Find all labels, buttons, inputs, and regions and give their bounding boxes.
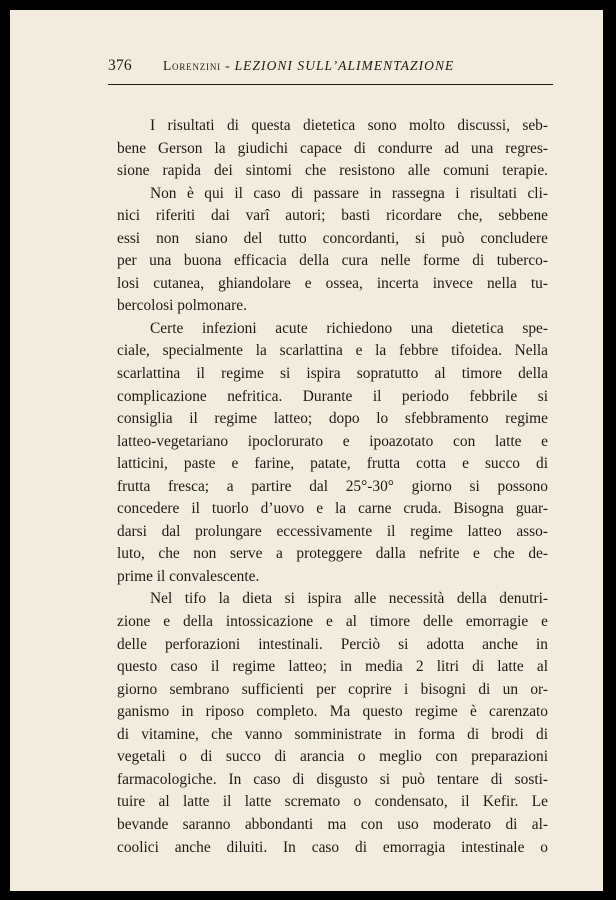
text-line: coolici anche diluiti. In caso di emorragia intestinale o (117, 838, 548, 856)
text-line: ganismo in riposo completo. Ma questo regime è carenzato (117, 703, 548, 721)
header-rule (108, 84, 553, 85)
text-line: luto, che non serve a proteggere dalla nefrite e che de- (117, 545, 548, 563)
text-line: sione rapida dei sintomi che resistono alle comuni terapie. (117, 162, 548, 180)
text-line: concedere il tuorlo d’uovo e la carne cruda. Bisogna guar- (117, 500, 548, 518)
text-line: per una buona efficacia della cura nelle forme di tuberco- (117, 252, 548, 270)
text-line: delle perforazioni intestinali. Perciò si adotta anche in (117, 635, 548, 653)
text-line: bercolosi polmonare. (117, 297, 247, 315)
running-head-title: LEZIONI SULL’ALIMENTAZIONE (234, 58, 455, 73)
text-line: complicazione nefritica. Durante il periodo febbrile si (117, 387, 548, 405)
text-line: Non è qui il caso di passare in rassegna i risultati cli- (150, 184, 548, 202)
paragraph-2 (117, 183, 548, 318)
text-line: scarlattina il regime si ispira sopratutto al timore della (117, 365, 548, 383)
text-line: questo caso il regime latteo; in media 2 litri di latte al (117, 658, 548, 676)
page-number: 376 (108, 57, 132, 74)
paragraph-3 (117, 318, 548, 589)
text-line: giorno sembrano sufficienti per coprire i bisogni di un or- (117, 680, 548, 698)
text-line: vegetali o di succo di arancia o meglio con preparazioni (117, 748, 548, 766)
paragraph-4 (117, 588, 548, 859)
text-line: farmacologiche. In caso di disgusto si può tentare di sosti- (117, 770, 548, 788)
book-page (10, 10, 603, 891)
text-line: frutta fresca; a partire dal 25°-30° giorno si possono (117, 477, 548, 495)
running-head (163, 58, 454, 74)
text-line: I risultati di questa dietetica sono molto discussi, seb- (150, 117, 548, 134)
paragraph-1 (117, 115, 548, 183)
text-line: prime il convalescente. (117, 567, 260, 585)
text-line: tuire al latte il latte scremato o condensato, il Kefir. Le (117, 793, 548, 811)
running-head-separator: - (225, 58, 231, 73)
text-line: latticini, paste e farine, patate, frutta cotta e succo di (117, 455, 548, 473)
text-line: di vitamine, che vanno somministrate in forma di brodi di (117, 725, 548, 743)
text-line: ciale, specialmente la scarlattina e la febbre tifoidea. Nella (117, 342, 548, 360)
text-line: Nel tifo la dieta si ispira alle necessità della denutri- (150, 590, 548, 608)
text-line: Certe infezioni acute richiedono una dietetica spe- (150, 319, 548, 337)
running-head-author: Lorenzini (163, 58, 221, 73)
text-line: darsi dal prolungare eccessivamente il regime latteo asso- (117, 522, 548, 540)
text-line: consiglia il regime latteo; dopo lo sfebbramento regime (117, 410, 548, 428)
text-line: latteo-vegetariano ipoclorurato e ipoazotato con latte e (117, 432, 548, 450)
text-line: nici riferiti dai varî autori; basti ricordare che, sebbene (117, 207, 548, 225)
page-header (108, 57, 554, 85)
body-text (117, 115, 548, 859)
text-line: bene Gerson la giudichi capace di condurre ad una regres- (117, 139, 548, 157)
text-line: essi non siano del tutto concordanti, si può concludere (117, 229, 548, 247)
text-line: bevande saranno abbondanti ma con uso moderato di al- (117, 815, 548, 833)
text-line: zione e della intossicazione e al timore delle emorragie e (117, 613, 548, 631)
text-line: losi cutanea, ghiandolare e ossea, incerta invece nella tu- (117, 274, 548, 292)
